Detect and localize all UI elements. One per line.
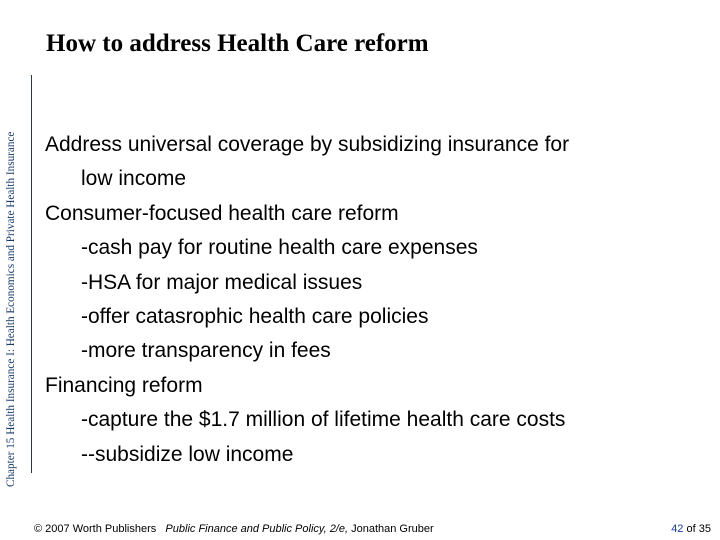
slide-title: How to address Health Care reform	[46, 30, 429, 57]
body-line-subsidize: --subsidize low income	[81, 442, 294, 466]
body-line-universal-coverage: Address universal coverage by subsidizing insurance for	[45, 133, 570, 156]
copyright-text: © 2007 Worth Publishers	[34, 523, 157, 535]
page-total: 35	[698, 523, 711, 535]
page-current: 42	[671, 523, 684, 535]
page-separator: of	[686, 523, 696, 535]
footer-credit	[34, 522, 434, 536]
body-line-transparency: -more transparency in fees	[81, 339, 331, 363]
body-line-catastrophic-policies: -offer catasrophic health care policies	[81, 305, 429, 329]
chapter-caption: Chapter 15 Health Insurance I: Health Economics and Private Health Insurance	[5, 131, 17, 487]
body-line-consumer-focused: Consumer-focused health care reform	[45, 201, 399, 225]
author-name: Jonathan Gruber	[351, 523, 434, 535]
body-line-low-income: low income	[81, 167, 187, 191]
side-divider	[31, 75, 32, 473]
body-line-hsa: -HSA for major medical issues	[81, 270, 363, 294]
body-line-financing-reform: Financing reform	[45, 373, 203, 397]
book-title: Public Finance and Public Policy, 2/e,	[165, 523, 349, 535]
body-line-cash-pay: -cash pay for routine health care expenses	[81, 236, 478, 260]
page-indicator	[671, 522, 711, 536]
body-line-capture-costs: -capture the $1.7 million of lifetime health care costs	[81, 408, 566, 432]
slide-body	[45, 128, 705, 472]
